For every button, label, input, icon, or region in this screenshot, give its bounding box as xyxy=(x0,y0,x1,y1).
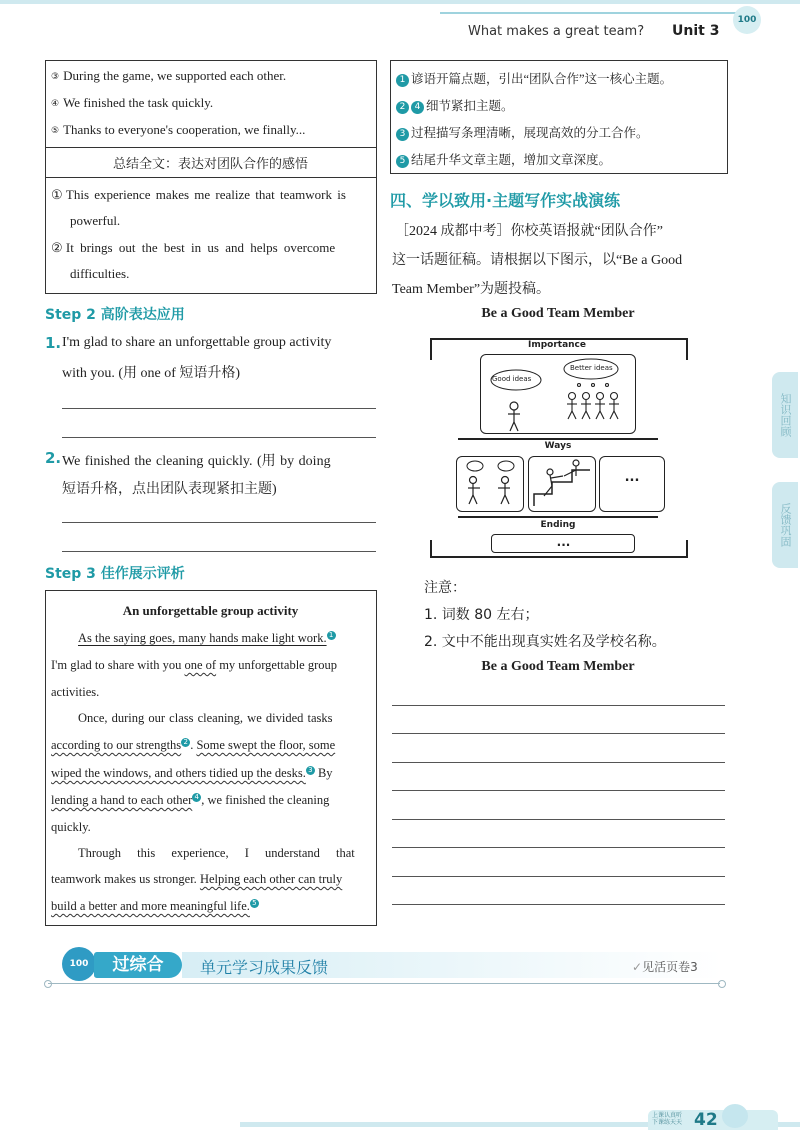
phrase-item xyxy=(51,95,373,111)
q2-line2: 短语升格，点出团队表现紧扣主题) xyxy=(62,482,277,497)
note-number: 1 xyxy=(396,74,409,87)
ways-divider xyxy=(458,438,658,440)
header-unit: Unit 3 xyxy=(672,23,720,39)
essay-line xyxy=(51,766,333,781)
banner-underline xyxy=(48,983,720,984)
note-number: 2 xyxy=(396,101,409,114)
mark-4: 4 xyxy=(192,793,201,802)
text-run: , we finished the cleaning xyxy=(201,793,330,808)
note-number: 5 xyxy=(396,155,409,168)
essay-line xyxy=(51,899,259,914)
writing-line[interactable] xyxy=(392,904,725,905)
note-text: 结尾升华文章主题，增加文章深度。 xyxy=(411,153,612,167)
notice-title: 注意： xyxy=(424,580,466,596)
highlight-phrase: Some swept the floor, some xyxy=(196,738,336,753)
ending-more: ... xyxy=(556,535,571,549)
step3-title: Step 3 佳作展示评析 xyxy=(45,566,185,582)
essay-line xyxy=(51,872,342,887)
top-border xyxy=(0,0,800,4)
essay-line xyxy=(51,793,329,808)
writing-line[interactable] xyxy=(392,876,725,877)
note-text: 细节紧扣主题。 xyxy=(426,99,514,113)
person-figure xyxy=(508,402,520,431)
item-text: We finished the task quickly. xyxy=(63,95,214,110)
footer-slogan-line: 上课认真听 xyxy=(652,1112,683,1119)
divider xyxy=(45,147,376,148)
banner-title: 过综合 xyxy=(112,955,164,975)
header-title: What makes a great team? xyxy=(468,24,645,39)
mark-2: 2 xyxy=(181,738,190,747)
prompt-line: Team Member”为题投稿。 xyxy=(392,282,551,297)
highlight-phrase: Helping each other can truly xyxy=(199,872,343,886)
essay-line: quickly. xyxy=(51,820,91,834)
header-logo xyxy=(733,6,761,34)
banner-logo xyxy=(62,947,96,981)
helping-hand-illustration xyxy=(528,456,596,512)
footer-slogan xyxy=(652,1112,682,1126)
footer-logo xyxy=(722,1104,748,1128)
prompt-line: ［2024 成都中考］你校英语报就“团队合作” xyxy=(395,224,663,239)
proverb-phrase: As the saying goes, many hands make light work. xyxy=(78,631,327,646)
side-tab-label: 知识回顾 xyxy=(779,393,792,437)
banner-underline-end-left xyxy=(44,980,52,988)
note-text: 谚语开篇点题，引出“团队合作”这一核心主题。 xyxy=(411,72,673,86)
essay-title: An unforgettable group activity xyxy=(122,603,299,618)
figure-title: Be a Good Team Member xyxy=(481,306,635,321)
item-number: ③ xyxy=(51,72,60,82)
item-number: ④ xyxy=(51,99,60,109)
ending-label: Ending xyxy=(540,520,576,530)
writing-line[interactable] xyxy=(392,733,725,734)
essay-line: according to our strengths $^2$ . Some swept the floor, some xyxy=(51,738,336,753)
writing-line[interactable] xyxy=(392,705,725,706)
text-run: By xyxy=(317,766,333,781)
text-run: teamwork makes us stronger. xyxy=(51,872,197,886)
note-number: 3 xyxy=(396,128,409,141)
essay-line xyxy=(51,658,337,673)
step2-title: Step 2 高阶表达应用 xyxy=(45,307,185,323)
answer-line[interactable] xyxy=(62,522,376,523)
writing-line[interactable] xyxy=(392,819,725,820)
banner-ref-text: 见活页卷3 xyxy=(642,960,698,974)
mark-3: 3 xyxy=(306,766,315,775)
side-tab-feedback[interactable] xyxy=(772,482,798,568)
highlight-phrase: one of xyxy=(184,658,217,672)
text-run: my unforgettable group xyxy=(219,658,338,672)
highlight-phrase: wiped the windows, and others tidied up the desks. xyxy=(51,766,306,781)
note-item xyxy=(396,150,611,168)
good-ideas-label: Good ideas xyxy=(492,375,532,383)
summary-item xyxy=(51,187,373,203)
banner-ref[interactable] xyxy=(632,958,698,975)
note-item xyxy=(396,123,649,141)
banner-logo-text: 100 xyxy=(69,959,89,969)
answer-line[interactable] xyxy=(62,551,376,552)
group-figures xyxy=(567,384,619,420)
q2-line1: We finished the cleaning quickly. (用 by doing xyxy=(62,454,331,469)
banner-title-block xyxy=(94,952,182,978)
q2-number: 2. xyxy=(45,449,62,467)
prompt-line: 这一话题征稿。请根据以下图示，以“Be a Good xyxy=(392,253,683,268)
mark-1: 1 xyxy=(327,631,336,640)
check-icon: ✓ xyxy=(632,960,643,974)
banner-underline-end-right xyxy=(718,980,726,988)
summary-title: 总结全文：表达对团队合作的感悟 xyxy=(112,157,308,172)
highlight-phrase: lending a hand to each other xyxy=(51,793,193,808)
phrase-item xyxy=(51,68,373,84)
phrase-item xyxy=(51,122,373,138)
side-tab-label: 反馈巩固 xyxy=(779,503,792,547)
notice-item: 1. 词数 80 左右； xyxy=(424,607,539,623)
item-text: Thanks to everyone's cooperation, we finally... xyxy=(63,122,306,137)
q1-line2: with you. (用 one of 短语升格) xyxy=(62,366,241,381)
text-run: I'm glad to share with you xyxy=(51,658,182,672)
answer-line[interactable] xyxy=(62,408,376,409)
highlight-phrase: according to our strengths xyxy=(51,738,182,753)
notice-item: 2. 文中不能出现真实姓名及学校名称。 xyxy=(424,634,666,650)
header-logo-text: 100 xyxy=(737,15,757,25)
item-number: ② xyxy=(51,240,63,255)
essay-line: Once, during our class cleaning, we divided tasks xyxy=(78,711,333,725)
item-number: ① xyxy=(51,187,63,202)
q1-line1: I'm glad to share an unforgettable group activity xyxy=(62,335,332,350)
footer-slogan-line: 下课练天天 xyxy=(652,1119,683,1126)
item-text: During the game, we supported each other. xyxy=(63,68,287,83)
section-title: 四、学以致用·主题写作实战演练 xyxy=(390,191,621,210)
item-line2: powerful. xyxy=(70,213,121,228)
answer-line[interactable] xyxy=(62,437,376,438)
essay-line xyxy=(78,631,336,646)
essay-line: activities. xyxy=(51,685,100,699)
page-number: 42 xyxy=(694,1110,718,1130)
top-rule xyxy=(440,12,750,14)
note-item xyxy=(396,69,672,87)
note-item xyxy=(396,96,514,114)
writing-line[interactable] xyxy=(392,847,725,848)
writing-line[interactable] xyxy=(392,762,725,763)
write-title: Be a Good Team Member xyxy=(481,659,635,674)
ways-label: Ways xyxy=(544,441,572,451)
writing-line[interactable] xyxy=(392,790,725,791)
q1-number: 1. xyxy=(45,334,62,352)
item-line1: It brings out the best in us and helps overcome xyxy=(65,240,336,255)
talking-figures xyxy=(456,456,524,512)
item-line2: difficulties. xyxy=(70,266,130,281)
banner-subtitle: 单元学习成果反馈 xyxy=(200,958,329,977)
divider xyxy=(45,177,376,178)
ending-divider xyxy=(458,516,658,518)
essay-line: Through this experience, I understand that xyxy=(78,846,355,860)
note-text: 过程描写条理清晰，展现高效的分工合作。 xyxy=(411,126,649,140)
mark-5: 5 xyxy=(250,899,259,908)
importance-label: Importance xyxy=(527,340,586,350)
ways-more: ... xyxy=(624,470,640,485)
summary-item xyxy=(51,240,373,256)
note-number: 4 xyxy=(411,101,424,114)
item-line1: This experience makes me realize that teamwork is xyxy=(65,187,346,202)
side-tab-review[interactable] xyxy=(772,372,798,458)
better-ideas-label: Better ideas xyxy=(570,364,613,372)
item-number: ⑤ xyxy=(51,126,60,136)
highlight-phrase: build a better and more meaningful life. xyxy=(51,899,250,914)
